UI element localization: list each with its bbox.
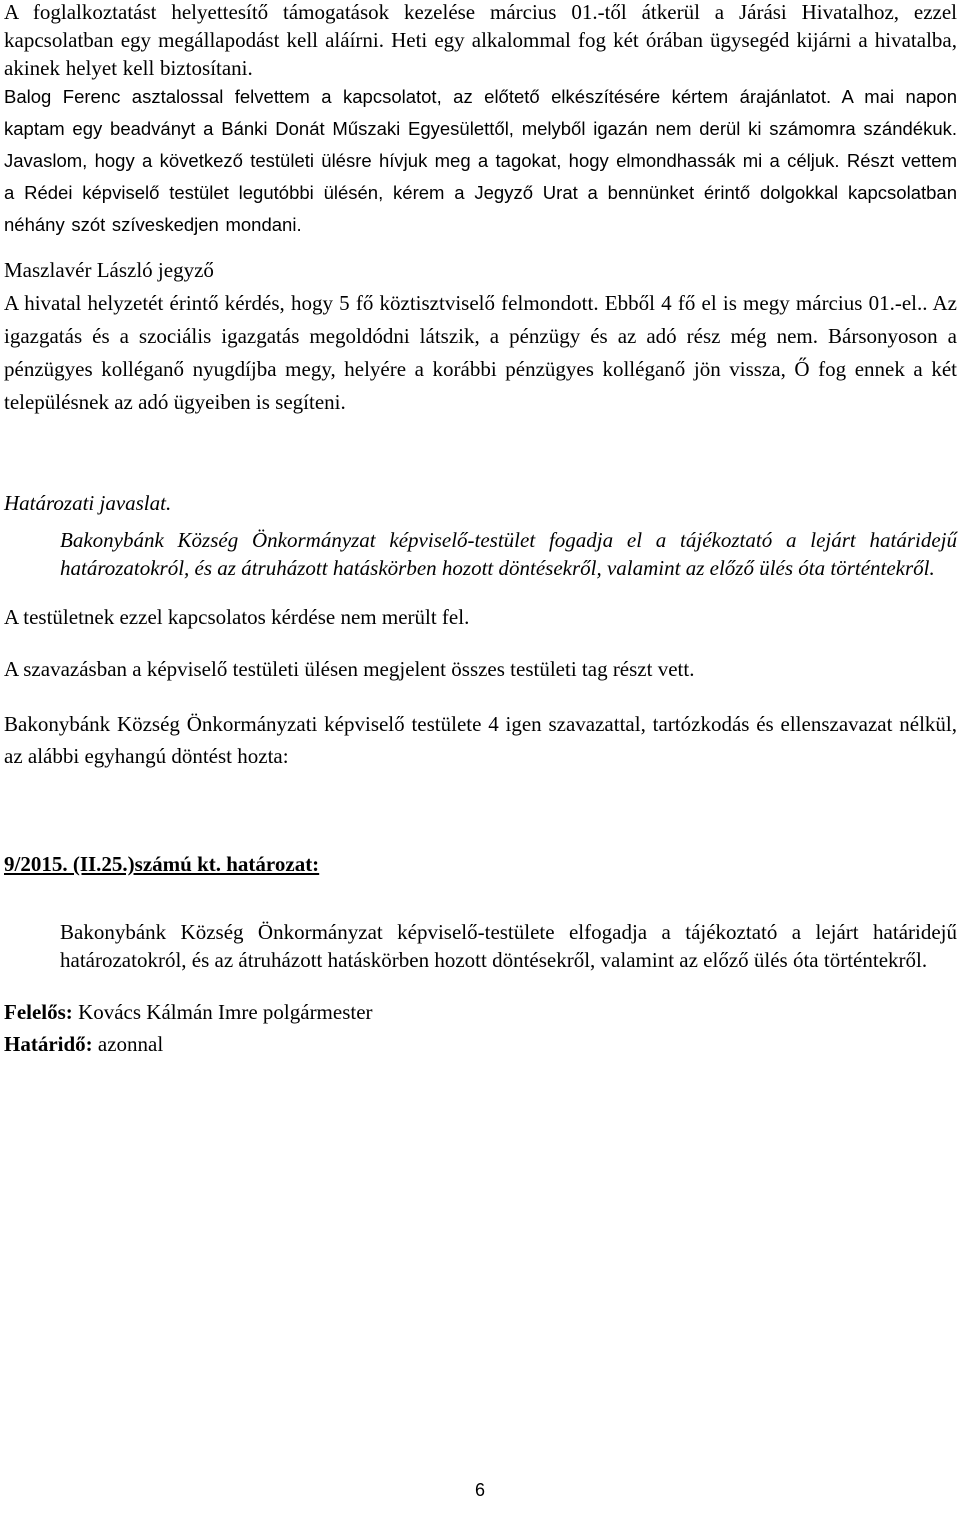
document-page [4,0,957,1058]
deadline-value: azonnal [97,1032,164,1056]
responsible-label: Felelős: [4,1000,73,1024]
resolution-text: Bakonybánk Község Önkormányzat képviselő-testülete elfogadja a tájékoztató a lejárt határidejű határozatokról, és az átruházott hatáskörben hozott döntésekről, valamint az előző ülés óta történtekről. [60,920,957,972]
paragraph-intro: A foglalkoztatást helyettesítő támogatások kezelése március 01.-től átkerül a Járási Hivatalhoz, ezzel kapcsolatban egy megállapodást kell aláírni. Heti egy alkalommal fog két órában ügysegéd kijárni a hivatalba, akinek helyet kell biztosítani. [4,0,957,80]
resolution-deadline [4,1030,957,1058]
statement-no-questions: A testületnek ezzel kapcsolatos kérdése nem merült fel. [4,605,470,629]
paragraph-resolution-proposal: Bakonybánk Község Önkormányzat képviselő-testület fogadja el a tájékoztató a lejárt határidejű határozatokról, és az átruházott hatáskörben hozott döntésekről, valamint az előző ülés óta történtekről. [60,528,957,580]
label-resolution-proposal: Határozati javaslat. [4,491,172,515]
page-number: 6 [474,1480,485,1500]
deadline-label: Határidő: [4,1032,93,1056]
responsible-value: Kovács Kálmán Imre polgármester [78,1000,373,1024]
statement-participation: A szavazásban a képviselő testületi ülésen megjelent összes testületi tag részt vett. [4,657,695,681]
section-heading-jegyzo: Maszlavér László jegyző [4,258,214,282]
resolution-number: 9/2015. (II.25.)számú kt. határozat: [4,852,320,876]
statement-vote: Bakonybánk Község Önkormányzati képviselő testülete 4 igen szavazattal, tartózkodás és ellenszavazat nélkül, az alábbi egyhangú döntést hozta: [4,712,957,768]
paragraph-mayor-report: Balog Ferenc asztalossal felvettem a kapcsolatot, az előtető elkészítésére kértem árajánlatot. A mai napon kaptam egy beadványt a Bánki Donát Műszaki Egyesülettől, melyből igazán nem derül ki számomra szándékuk. Javaslom, hogy a következő testületi ülésre hívjuk meg a tagokat, hogy elmondhassák mi a céljuk. Részt vettem a Rédei képviselő testület legutóbbi ülésén, kérem a Jegyző Urat a bennünket érintő dolgokkal kapcsolatban néhány szót szíveskedjen mondani. [4,86,957,235]
resolution-responsible [4,998,957,1026]
paragraph-jegyzo-report: A hivatal helyzetét érintő kérdés, hogy 5 fő köztisztviselő felmondott. Ebből 4 fő el is megy március 01.-el.. Az igazgatás és a szociális igazgatás megoldódni látszik, a pénzügy és az adó rész még nem. Bársonyoson a pénzügyes kolléganő nyugdíjba megy, helyére a korábbi pénzügyes kolléganő jön vissza, Ő fog ennek a két településnek az adó ügyeiben is segíteni. [4,291,957,414]
